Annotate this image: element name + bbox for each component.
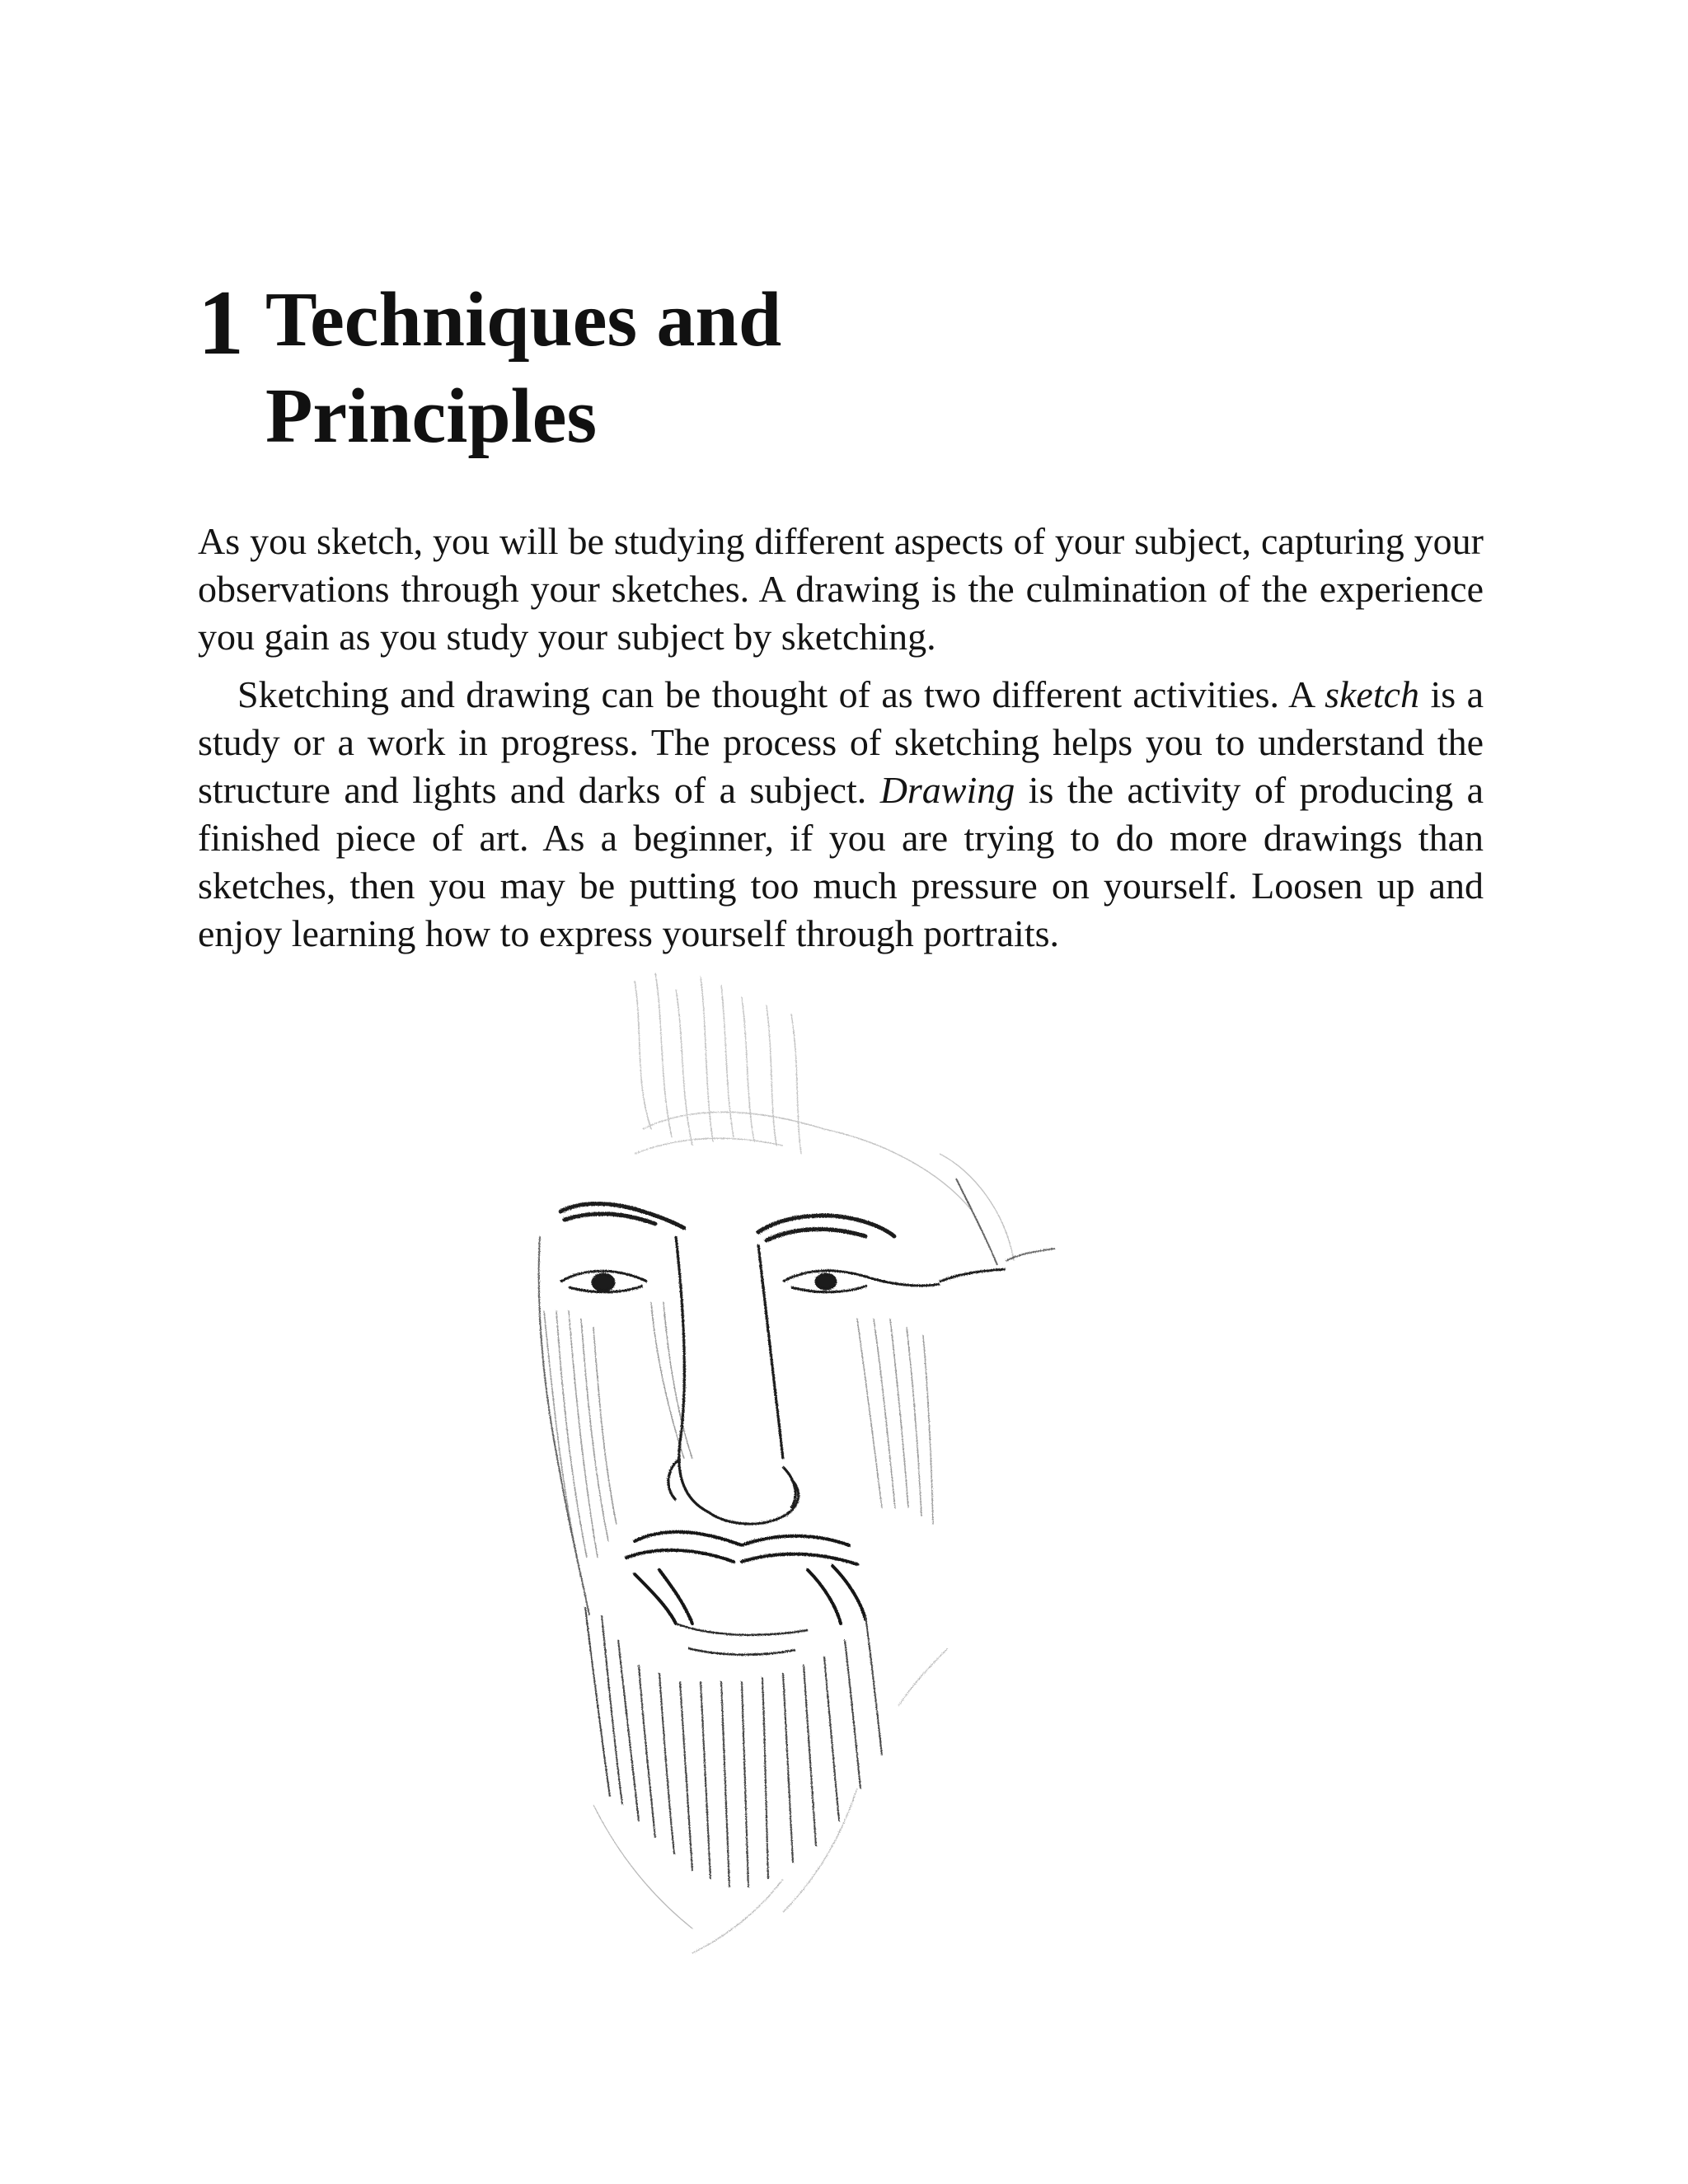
paragraph-2-part-1: Sketching and drawing can be thought of as two different activities. A <box>237 673 1325 715</box>
paragraph-2-part-2: is a study or a work in progress. The process of sketching helps you to understand the structure and lights and darks of a subject. <box>198 673 1484 811</box>
chapter-heading <box>198 272 1484 486</box>
chapter-title-line-1: Techniques and <box>265 277 782 363</box>
pencil-portrait-sketch-icon <box>511 964 1154 1970</box>
chapter-title-line-2: Principles <box>265 373 598 459</box>
term-drawing: Drawing <box>879 769 1015 811</box>
chapter-number: 1 <box>198 272 244 374</box>
chapter-title <box>265 272 1172 465</box>
paragraph-1: As you sketch, you will be studying different aspects of your subject, capturing your observations through your sketches. A drawing is the culmination of the experience you gain as you study your subject by sketching. <box>198 520 1484 658</box>
paragraph-2-part-3: is the activity of producing a finished piece of art. As a beginner, if you are trying to do more drawings than sketches, then you may be putting too much pressure on yourself. Loosen up and enjoy learning how to express yourself through portraits. <box>198 769 1484 954</box>
paragraph-2 <box>198 671 1484 958</box>
body-text <box>198 518 1484 958</box>
term-sketch: sketch <box>1325 673 1420 715</box>
portrait-sketch-illustration <box>511 964 1154 1970</box>
